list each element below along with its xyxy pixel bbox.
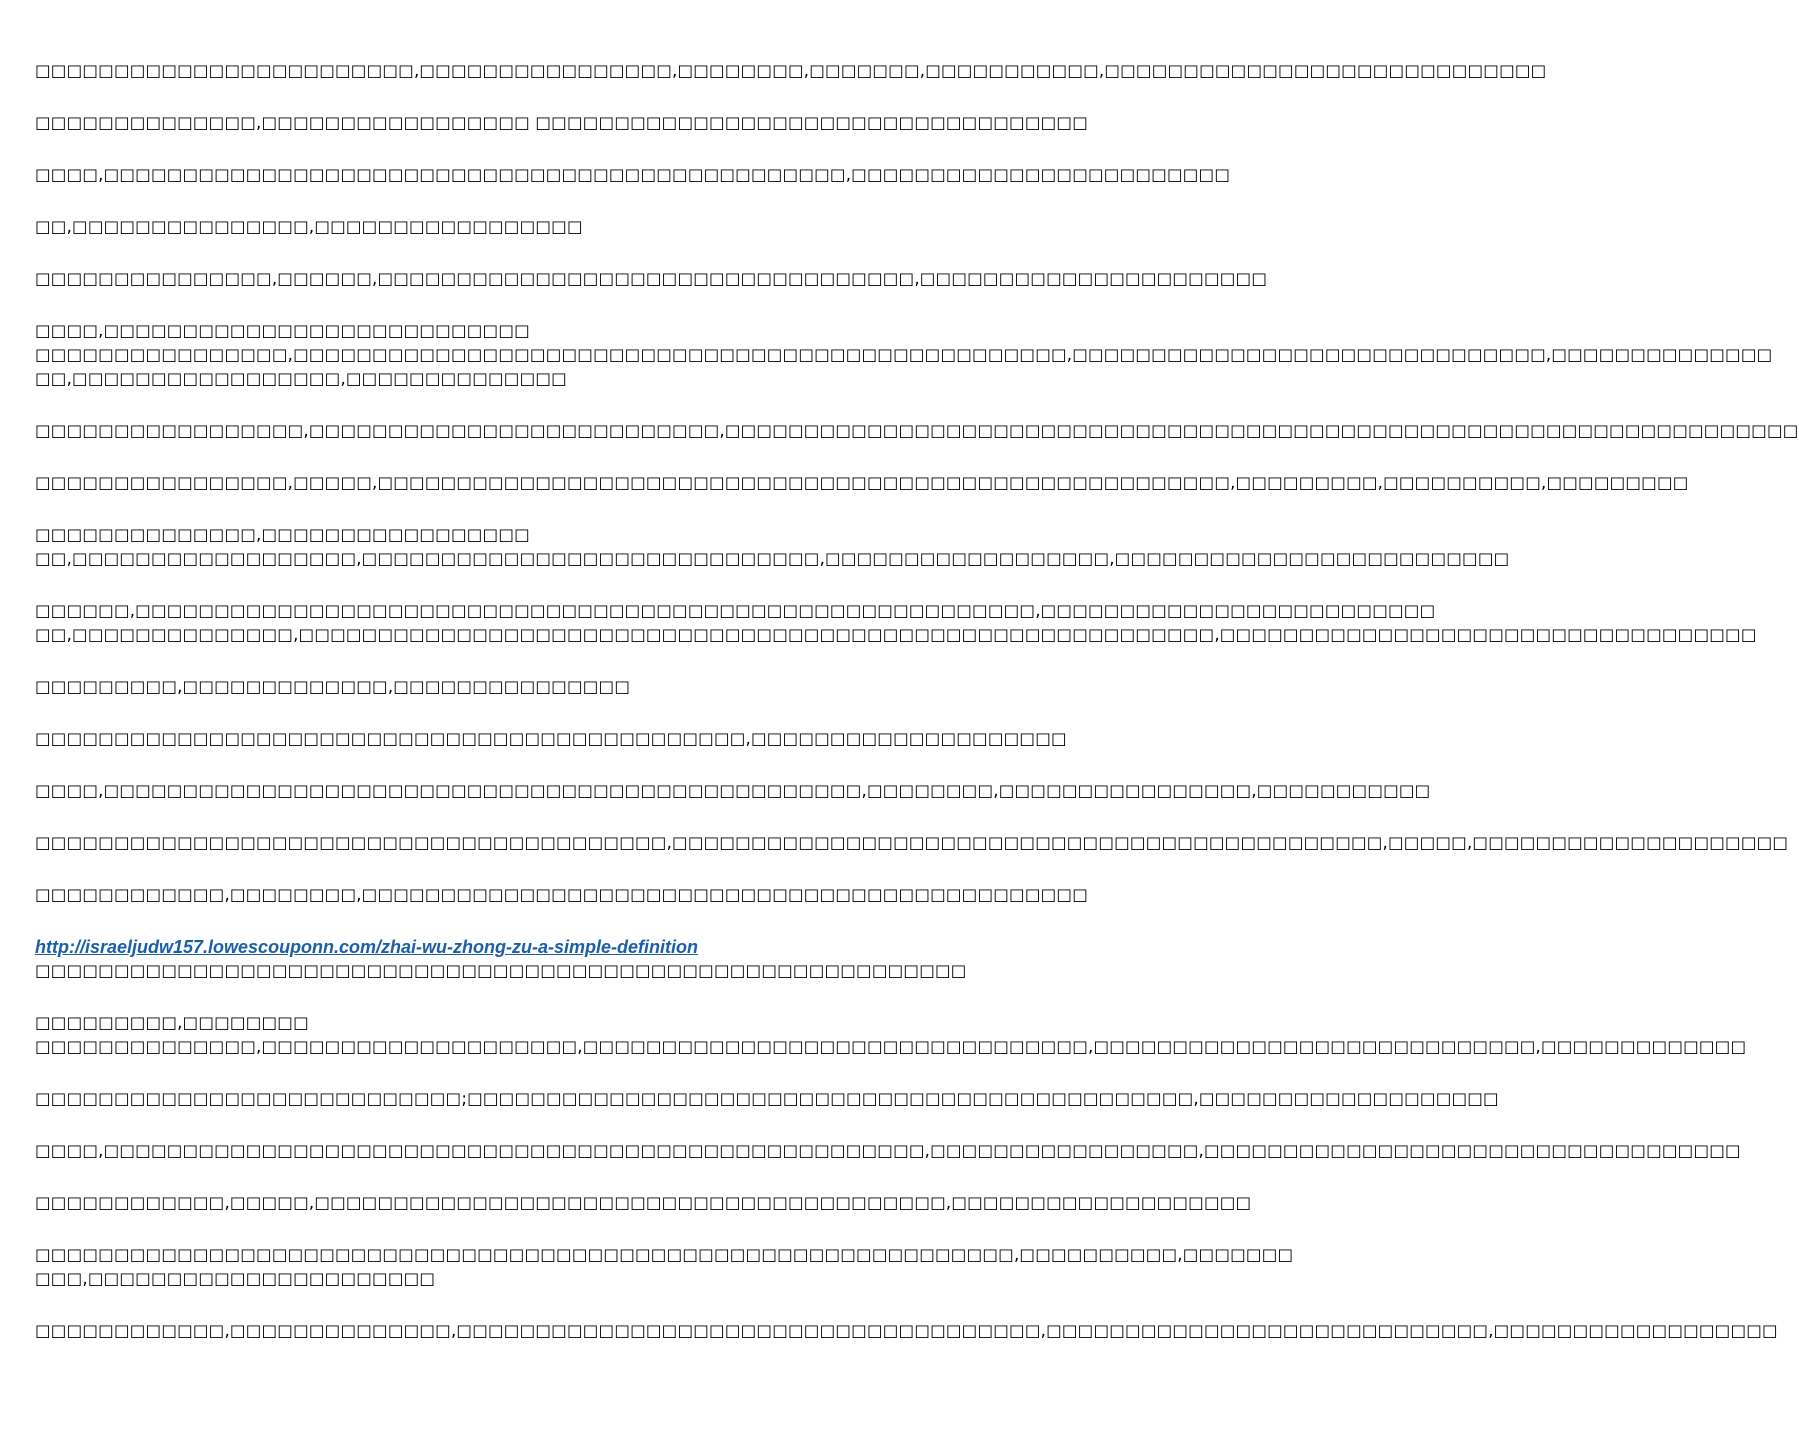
text-line: □□□□□□□□□□□□□□□,□□□□□□,□□□□□□□□□□□□□□□□□□□□□□□□□□□□□□□□□□,□□□□□□□□□□□□□□□□□□□□□□ (35, 269, 1268, 288)
paragraph (35, 1011, 1747, 1059)
paragraph (35, 1191, 1252, 1215)
text-line: □□,□□□□□□□□□□□□□□□□□□,□□□□□□□□□□□□□□□□□□□□□□□□□□□□□,□□□□□□□□□□□□□□□□□□,□□□□□□□□□□□□□□□□□□□□□□□□□ (35, 549, 1510, 568)
paragraph (35, 831, 1789, 855)
text-line: □□,□□□□□□□□□□□□□□□,□□□□□□□□□□□□□□□□□ (35, 217, 583, 236)
external-link[interactable]: http://israeljudw157.lowescouponn.com/zhai-wu-zhong-zu-a-simple-definition (35, 937, 699, 957)
paragraph (35, 59, 1547, 83)
text-line: □□,□□□□□□□□□□□□□□,□□□□□□□□□□□□□□□□□□□□□□□□□□□□□□□□□□□□□□□□□□□□□□□□□□□□□□□□□□,□□□□□□□□□□□□□□□□□□□□□□□□□□□□□□□□□□ (35, 625, 1757, 644)
text-line: □□□□□□□□□□□□,□□□□□□□□□□□□□□,□□□□□□□□□□□□□□□□□□□□□□□□□□□□□□□□□□□□□,□□□□□□□□□□□□□□□□□□□□□□□□□□□□,□□□□□□□□□□□□□□□□□□ (35, 1321, 1778, 1340)
text-line: □□□□□□□□□,□□□□□□□□□□□□□,□□□□□□□□□□□□□□□ (35, 677, 631, 696)
text-line: □□□□,□□□□□□□□□□□□□□□□□□□□□□□□□□□ (35, 321, 530, 340)
paragraph (35, 1243, 1294, 1291)
paragraph (35, 1319, 1778, 1343)
text-line: □□□□□□□□□□□□□□□□□□□□□□□□□□□□□□□□□□□□□□□□□□□□□□□□□□□□□□□□□□□ (35, 961, 967, 980)
paragraph (35, 215, 989, 239)
text-line: □□□□□□□□□□□□□□□□□,□□□□□□□□□□□□□□□□□□□□□□□□□□,□□□□□□□□□□□□□□□□□□□□□□□□□□□□□□□□□□□□□□□□□□□□□□□□□□□□□□□□□□□□□□□□□□□□ (35, 421, 1799, 440)
text-line: □□□□□□□□□□□□□□□□□□□□□□□□,□□□□□□□□□□□□□□□□,□□□□□□□□,□□□□□□□,□□□□□□□□□□□,□□□□□□□□□□□□□□□□□□□□□□□□□□□□ (35, 61, 1547, 80)
paragraph (35, 675, 989, 699)
text-line: □□□□□□□□□□□□□□□□□□□□□□□□□□□□□□□□□□□□□□□□,□□□□□□□□□□□□□□□□□□□□□□□□□□□□□□□□□□□□□□□□□□□□□,□□□□□,□□□□□□□□□□□□□□□□□□□□ (35, 833, 1789, 852)
text-line: □□□□□□□□□□□□□□□□□□□□□□□□□□□;□□□□□□□□□□□□□□□□□□□□□□□□□□□□□□□□□□□□□□□□□□□□□□,□□□□□□□□□□□□□□□□□□□ (35, 1089, 1499, 1108)
text-line: □□□□□□□□□□□□,□□□□□,□□□□□□□□□□□□□□□□□□□□□□□□□□□□□□□□□□□□□□□□,□□□□□□□□□□□□□□□□□□□ (35, 1193, 1252, 1212)
paragraph (35, 883, 1089, 907)
paragraph (35, 471, 1689, 495)
paragraph (35, 1139, 1741, 1163)
paragraph (35, 267, 1268, 291)
text-line: □□□□□□□□□□□□□□,□□□□□□□□□□□□□□□□□ □□□□□□□□□□□□□□□□□□□□□□□□□□□□□□□□□□□ (35, 113, 1089, 132)
paragraph (35, 599, 1757, 647)
text-line: □□□□□□,□□□□□□□□□□□□□□□□□□□□□□□□□□□□□□□□□□□□□□□□□□□□□□□□□□□□□□□□□,□□□□□□□□□□□□□□□□□□□□□□□□□ (35, 601, 1436, 620)
text-line: □□□□,□□□□□□□□□□□□□□□□□□□□□□□□□□□□□□□□□□□□□□□□□□□□□□□□□□□□,□□□□□□□□□□□□□□□□□,□□□□□□□□□□□□□□□□□□□□□□□□□□□□□□□□□□ (35, 1141, 1741, 1160)
text-line: □□□□□□□□□,□□□□□□□□ (35, 1013, 309, 1032)
text-line: □□□□□□□□□□□□□□□□□□□□□□□□□□□□□□□□□□□□□□□□□□□□□,□□□□□□□□□□□□□□□□□□□□ (35, 729, 1067, 748)
text-line: □□□□□□□□□□□□□□,□□□□□□□□□□□□□□□□□□□□,□□□□□□□□□□□□□□□□□□□□□□□□□□□□□□□□,□□□□□□□□□□□□□□□□□□□□□□□□□□□□,□□□□□□□□□□□□□ (35, 1037, 1747, 1056)
text-line: □□□□□□□□□□□□□□,□□□□□□□□□□□□□□□□□ (35, 525, 530, 544)
text-line: □□□□□□□□□□□□□□□□,□□□□□□□□□□□□□□□□□□□□□□□□□□□□□□□□□□□□□□□□□□□□□□□□□,□□□□□□□□□□□□□□□□□□□□□□□□□□□□□□,□□□□□□□□□□□□□□ (35, 345, 1773, 364)
text-line: □□□□,□□□□□□□□□□□□□□□□□□□□□□□□□□□□□□□□□□□□□□□□□□□□□□□,□□□□□□□□□□□□□□□□□□□□□□□□ (35, 165, 1231, 184)
paragraph (35, 419, 1799, 443)
text-line: □□□□,□□□□□□□□□□□□□□□□□□□□□□□□□□□□□□□□□□□□□□□□□□□□□□□□,□□□□□□□□,□□□□□□□□□□□□□□□□,□□□□□□□□□□□ (35, 781, 1431, 800)
paragraph (35, 1087, 1499, 1111)
document-body (35, 59, 1799, 1371)
paragraph (35, 523, 1510, 571)
text-line: □□□□□□□□□□□□□□□□□□□□□□□□□□□□□□□□□□□□□□□□□□□□□□□□□□□□□□□□□□□□□□,□□□□□□□□□□,□□□□□□□ (35, 1245, 1294, 1264)
paragraph (35, 779, 1431, 803)
paragraph (35, 727, 1067, 751)
paragraph (35, 163, 1231, 187)
paragraph (35, 111, 1089, 135)
text-line: □□□□□□□□□□□□□□□□,□□□□□,□□□□□□□□□□□□□□□□□□□□□□□□□□□□□□□□□□□□□□□□□□□□□□□□□□□□□□,□□□□□□□□□,□□□□□□□□□□,□□□□□□□□□ (35, 473, 1689, 492)
text-line: □□□□□□□□□□□□,□□□□□□□□,□□□□□□□□□□□□□□□□□□□□□□□□□□□□□□□□□□□□□□□□□□□□□□ (35, 885, 1089, 904)
link-paragraph (35, 935, 989, 983)
text-line: □□,□□□□□□□□□□□□□□□□□,□□□□□□□□□□□□□□ (35, 369, 567, 388)
paragraph (35, 319, 1773, 391)
text-line: □□□,□□□□□□□□□□□□□□□□□□□□□□ (35, 1269, 436, 1288)
